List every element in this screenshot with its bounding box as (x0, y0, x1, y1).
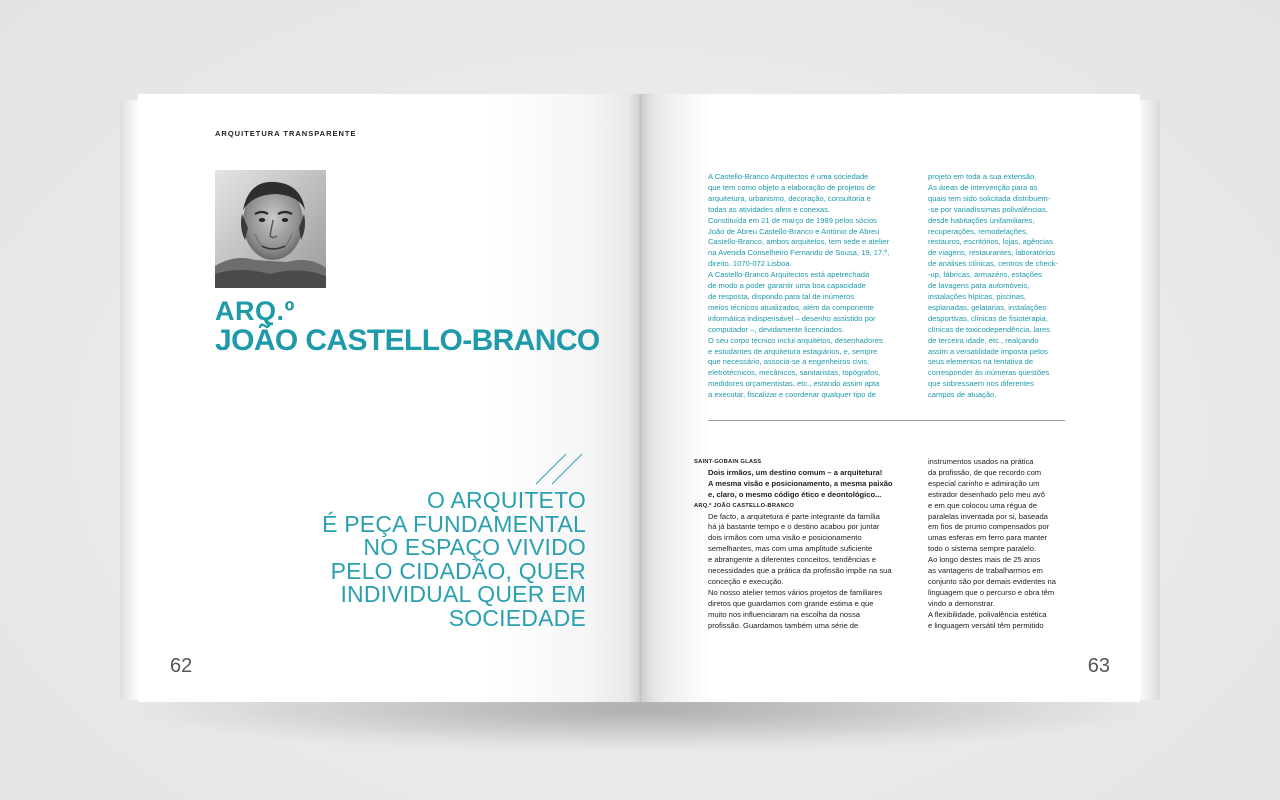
text-line: linguagem que o percurso e obra têm (928, 587, 1055, 597)
page-edge-left (120, 100, 140, 700)
right-page (640, 94, 1140, 702)
pull-quote-line: INDIVIDUAL QUER EM (340, 581, 586, 607)
text-line: na Avenida Conselheiro Fernando de Sousa, 19, 17.º, (708, 248, 890, 258)
text-line: projeto em toda a sua extensão. (928, 172, 1037, 181)
text-line: desde habitações unifamiliares, (928, 215, 1035, 225)
text-line: De facto, a arquitetura é parte integrante da família (708, 511, 880, 521)
text-line: paralelas inventada por si, baseada (928, 511, 1048, 521)
page-number-left: 62 (170, 655, 193, 677)
pull-quote-line: NO ESPAÇO VIVIDO (363, 534, 586, 560)
text-line: de lavagens para automóveis, (928, 281, 1030, 291)
text-line: dois irmãos com uma visão e posicionamento (708, 533, 862, 543)
text-line: medidores orçamentistas, etc., estando assim apta (708, 379, 880, 389)
text-line: arquitetura, urbanismo, decoração, consultoria e (708, 193, 871, 203)
text-line: João de Abreu Castello-Branco e António de Abreu (708, 226, 880, 236)
headline-title-prefix: ARQ.º (215, 296, 295, 326)
headline (215, 296, 600, 356)
text-line: -up, fábricas, armazéns, estações (928, 270, 1042, 280)
text-line: O seu corpo técnico inclui arquitetos, desenhadores (708, 335, 883, 345)
speaker-label: SAINT-GOBAIN GLASS (694, 459, 762, 465)
pull-quote-line: SOCIEDADE (448, 604, 586, 631)
text-line: No nosso atelier temos vários projetos de familiares (708, 587, 883, 597)
question-line: A mesma visão e posicionamento, a mesma paixão (708, 478, 893, 488)
text-line: e estudantes de arquitetura estagiários, e, sempre (708, 346, 878, 356)
text-line: especial carinho e admiração um (928, 478, 1040, 488)
text-line: e em que colocou uma régua de (928, 500, 1037, 510)
question-line: Dois irmãos, um destino comum – a arquitetura! (708, 467, 883, 477)
text-line: informática indispensável – desenho assistido por (708, 313, 876, 323)
text-line: A Castello-Branco Arquitectos é uma sociedade (708, 172, 869, 181)
text-line: recuperações, remodelações, (928, 226, 1029, 236)
text-line: da profissão, de que recordo com (928, 467, 1042, 477)
text-line: campos de atuação. (928, 390, 997, 400)
intro-column-1 (708, 172, 889, 401)
text-line: clínicas de toxicodependência, lares (928, 324, 1050, 334)
section-divider (708, 420, 1065, 421)
text-line: conceção e execução. (708, 576, 784, 586)
text-line: estirador desenhado pelo meu avô (928, 489, 1045, 499)
question-line: e, claro, o mesmo código ético e deontológico... (708, 489, 882, 499)
text-line: a executar, fiscalizar e coordenar qualquer tipo de (708, 390, 877, 400)
text-line: em fios de prumo compensados por (928, 522, 1050, 532)
pull-quote-line: O ARQUITETO (427, 487, 586, 513)
pull-quote-line: É PEÇA FUNDAMENTAL (322, 510, 586, 537)
text-line: necessidades que a prática da profissão impõe na sua (708, 566, 892, 576)
text-line: Castello-Branco, ambos arquitetos, tem sede e atelier (708, 237, 890, 247)
text-line: diretos que guardamos com grande estima e que (708, 598, 874, 608)
text-line: e linguagem versátil têm permitido (928, 620, 1044, 630)
text-line: de modo a poder garantir uma boa capacidade (708, 281, 866, 291)
text-line: que tem como objeto a elaboração de projetos de (708, 182, 876, 192)
text-line: vindo a demonstrar. (928, 598, 995, 608)
interview-column-2 (928, 457, 1056, 632)
text-line: de viagens, restaurantes, laboratórios (928, 248, 1056, 258)
pull-quote-line: PELO CIDADÃO, QUER (330, 557, 586, 584)
text-line: esplanadas, gelatarias, instalações (928, 302, 1047, 312)
text-line: que necessário, associa-se a engenheiros civis, (708, 357, 870, 367)
text-line: de terceira idade, etc., realçando (928, 335, 1039, 345)
text-line: corresponder às inúmeras questões (928, 368, 1050, 378)
text-line: todas as atividades afins e conexas. (708, 204, 830, 214)
text-line: direito, 1070-072 Lisboa. (708, 259, 792, 269)
text-line: muito nos influenciaram na escolha da nossa (708, 609, 860, 619)
page-edge-right (1139, 100, 1160, 700)
left-page (138, 94, 640, 702)
text-line: de resposta, dispondo para tal de inúmeros (708, 291, 855, 301)
page-number-right: 63 (1087, 655, 1110, 677)
text-line: eletrotécnicos, mecânicos, sanitaristas, topógrafos, (708, 368, 881, 378)
text-line: restauros, escritórios, lojas, agências (928, 237, 1053, 247)
text-line: de análises clínicas, centros de check- (928, 259, 1059, 269)
text-line: Ao longo destes mais de 25 anos (928, 555, 1041, 565)
book-spine (628, 94, 652, 702)
double-slash-ornament (536, 453, 586, 485)
text-line: Constituída em 21 de março de 1989 pelos sócios (708, 215, 877, 225)
text-line: quais tem sido solicitada distribuem- (928, 193, 1051, 203)
portrait-image (215, 170, 326, 288)
text-line: -se por variadíssimas polivalências, (928, 204, 1048, 214)
text-line: todo o sistema sempre paralelo. (928, 544, 1037, 554)
interview-column-1 (694, 457, 893, 632)
text-line: umas esferas em ferro para manter (928, 533, 1048, 543)
text-line: seus elementos na tentativa de (928, 357, 1034, 367)
text-line: instrumentos usados na prática (928, 457, 1034, 466)
text-line: instalações hípicas, piscinas, (928, 291, 1026, 301)
text-line: meios técnicos atualizados, além da componente (708, 302, 874, 312)
text-line: e abrangente a diferentes conceitos, tendências e (708, 555, 877, 565)
text-line: que sobressaem nos diferentes (928, 379, 1034, 389)
text-line: computador –, devidamente licenciados. (708, 324, 844, 334)
text-line: assim a versatilidade imposta pelos (928, 346, 1048, 356)
running-head: ARQUITETURA TRANSPARENTE (215, 129, 357, 138)
text-line: há já bastante tempo e o destino acabou por juntar (708, 522, 880, 532)
text-line: as vantagens de trabalharmos em (928, 566, 1043, 576)
text-line: As áreas de intervenção para as (928, 182, 1038, 192)
text-line: profissão. Guardamos também uma série de (708, 620, 859, 630)
portrait-photo (215, 170, 326, 288)
headline-name: JOÃO CASTELLO-BRANCO (215, 324, 600, 357)
text-line: semelhantes, mas com uma amplitude suficiente (708, 544, 873, 554)
text-line: A Castello-Branco Arquitectos está apetrechada (708, 270, 870, 280)
text-line: conjunto são por demais evidentes na (928, 576, 1056, 586)
pull-quote (266, 489, 586, 630)
text-line: A flexibilidade, polivalência estética (928, 609, 1047, 619)
intro-column-2 (928, 172, 1058, 401)
speaker-label: ARQ.º JOÃO CASTELLO-BRANCO (694, 502, 795, 509)
text-line: desportivas, clínicas de fisioterapia, (928, 313, 1048, 323)
